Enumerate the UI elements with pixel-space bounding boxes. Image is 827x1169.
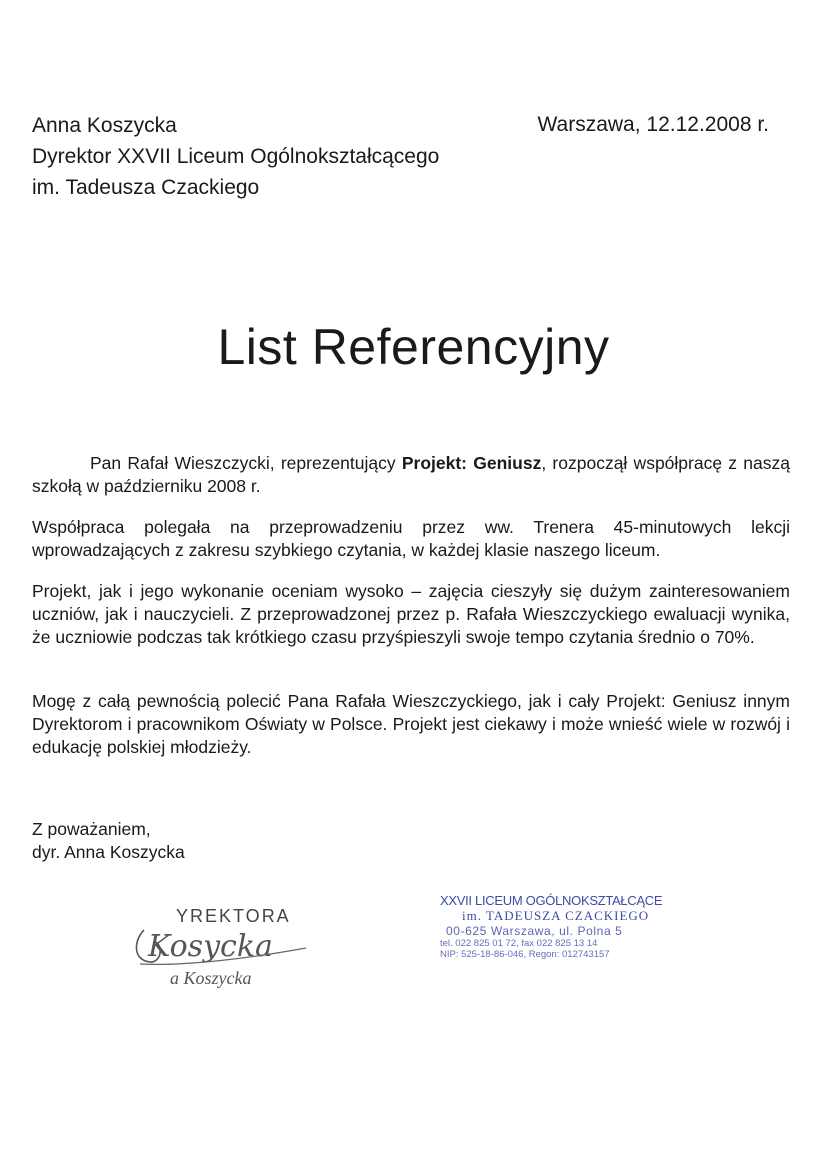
sender-name: Anna Koszycka (32, 114, 177, 137)
school-name: im. Tadeusza Czackiego (32, 176, 260, 199)
salutation: Z poważaniem, (32, 819, 151, 839)
stamp-address-line: 00-625 Warszawa, ul. Polna 5 (446, 924, 623, 938)
place-date: Warszawa, 12.12.2008 r. (537, 113, 769, 136)
paragraph-1 (32, 452, 790, 498)
stamp-patron-line: im. TADEUSZA CZACKIEGO (462, 908, 650, 923)
stamp-nip-line: NIP: 525-18-86-046, Regon: 012743157 (440, 949, 610, 960)
stamp-role: YREKTORA (176, 906, 291, 926)
stamp-school-line: XXVII LICEUM OGÓLNOKSZTAŁCĄCE (440, 893, 663, 908)
sender-title: Dyrektor XXVII Liceum Ogólnokształcącego (32, 145, 440, 168)
paragraph-4: Mogę z całą pewnością polecić Pana Rafała Wieszczyckiego, jak i cały Projekt: Geniusz innym Dyrektorom i pracownikom Oświaty w Polsce. Projekt jest ciekawy i może wnieść wiele w rozwój i edukację polskiej młodzieży. (32, 691, 790, 757)
school-stamp (440, 893, 700, 983)
paragraph-3: Projekt, jak i jego wykonanie oceniam wysoko – zajęcia cieszyły się dużym zainteresowaniem uczniów, jak i nauczycieli. Z przeprowadzonej przez p. Rafała Wieszczyckiego ewaluacji wynika, że uczniowie podczas tak krótkiego czasu przyśpieszyli swoje tempo czytania średnio o 70%. (32, 581, 790, 647)
project-name: Projekt: Geniusz (401, 453, 542, 473)
letter-title: List Referencyjny (217, 319, 610, 375)
signature-stamp (120, 890, 340, 1000)
paragraph-1-end: , rozpoczął współpracę z naszą szkołą w październiku 2008 r. (32, 453, 790, 496)
paragraph-2: Współpraca polegała na przeprowadzeniu przez ww. Trenera 45-minutowych lekcji wprowadzających z zakresu szybkiego czytania, w każdej klasie naszego liceum. (32, 517, 790, 560)
signer-name: dyr. Anna Koszycka (32, 842, 185, 862)
paragraph-1-start: Pan Rafał Wieszczycki, reprezentujący (90, 453, 402, 473)
handwritten-signature: Kosycka (148, 929, 273, 964)
stamp-phone-line: tel. 022 825 01 72, fax 022 825 13 14 (440, 938, 598, 949)
stamp-name: a Koszycka (170, 968, 252, 988)
